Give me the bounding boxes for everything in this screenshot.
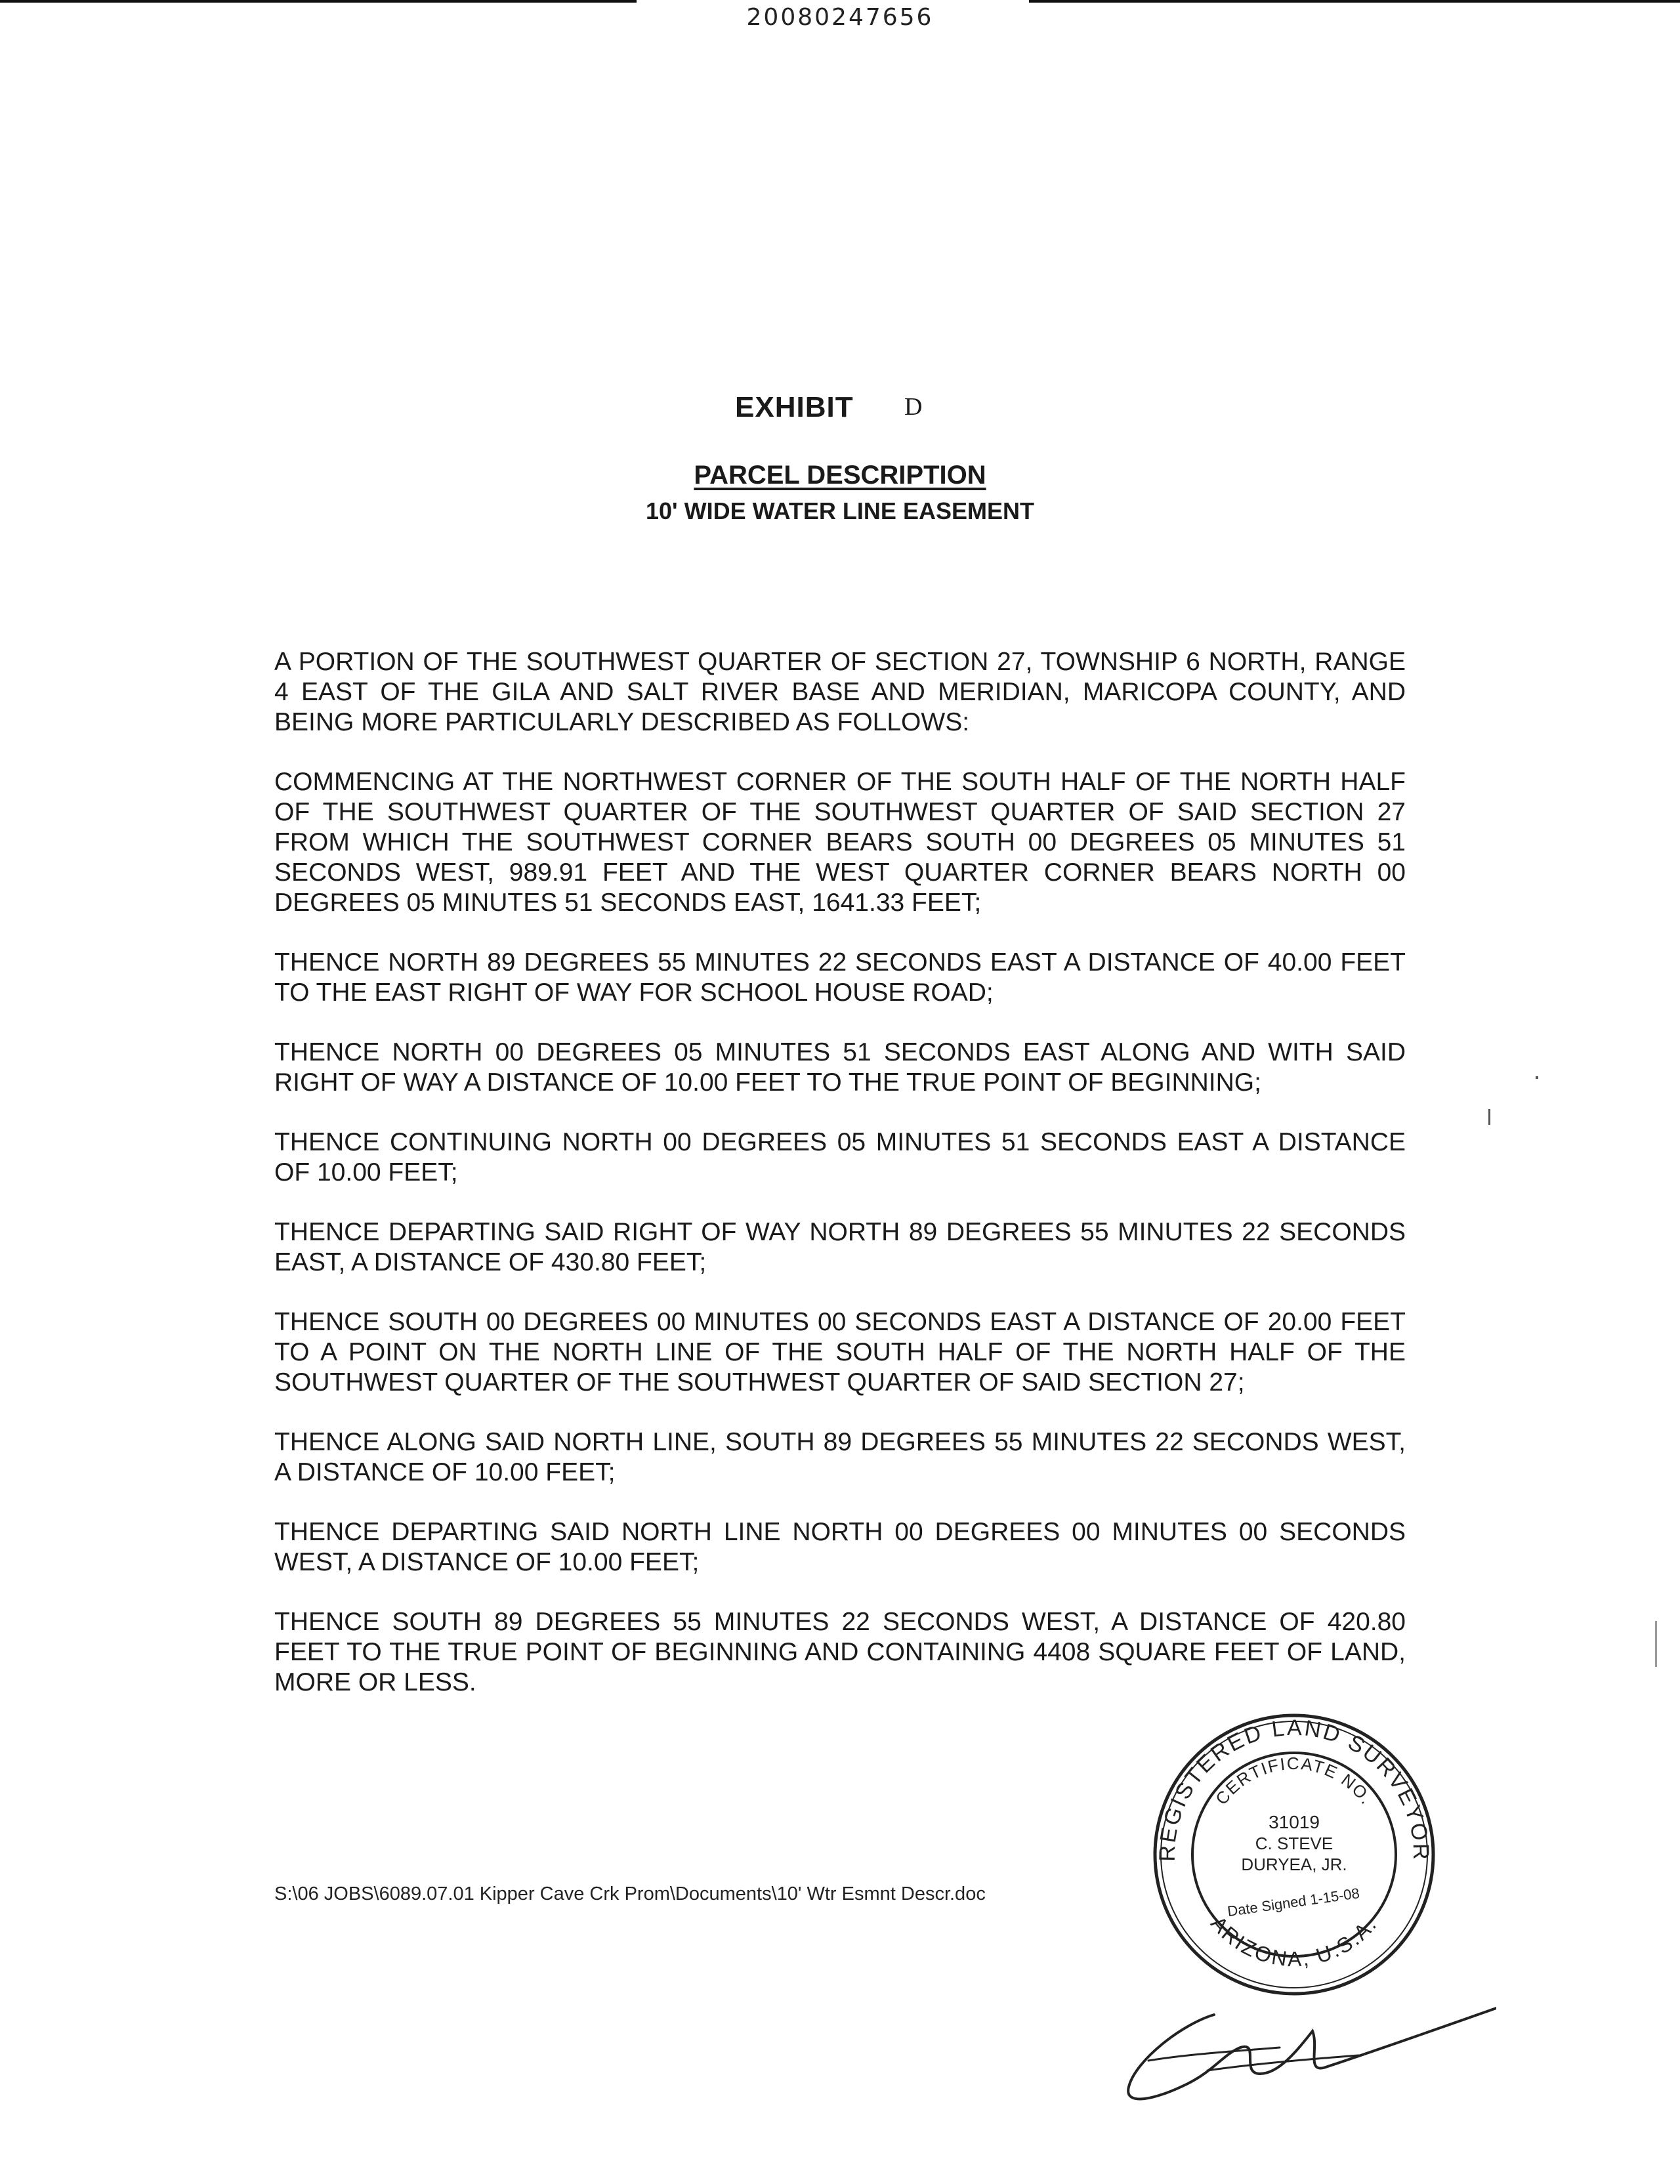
surveyor-seal [1150,1710,1438,1999]
paragraph-course-6: THENCE ALONG SAID NORTH LINE, SOUTH 89 DEGREES 55 MINUTES 22 SECONDS WEST, A DISTANCE OF 10.00 FEET; [274,1428,1406,1486]
top-border-right [1029,0,1680,3]
seal-date-signed: Date Signed 1-15-08 [1226,1885,1361,1920]
paragraph-course-3: THENCE CONTINUING NORTH 00 DEGREES 05 MINUTES 51 SECONDS EAST A DISTANCE OF 10.00 FEET; [274,1128,1406,1186]
easement-subtitle: 10' WIDE WATER LINE EASEMENT [646,497,1034,524]
exhibit-letter: D [904,393,923,421]
file-path: S:\06 JOBS\6089.07.01 Kipper Cave Crk Prom\Documents\10' Wtr Esmnt Descr.doc [274,1883,986,1904]
paragraph-commencing: COMMENCING AT THE NORTHWEST CORNER OF THE SOUTH HALF OF THE NORTH HALF OF THE SOUTHWEST QUARTER OF THE SOUTHWEST QUARTER OF SAID SECTION 27 FROM WHICH THE SOUTHWEST CORNER BEARS SOUTH 00 DEGREES 05 MINUTES 51 SECONDS WEST, 989.91 FEET AND THE WEST QUARTER CORNER BEARS NORTH 00 DEGREES 05 MINUTES 51 SECONDS EAST, 1641.33 FEET; [274,768,1406,917]
paragraph-course-1: THENCE NORTH 89 DEGREES 55 MINUTES 22 SECONDS EAST A DISTANCE OF 40.00 FEET TO THE EAST RIGHT OF WAY FOR SCHOOL HOUSE ROAD; [274,948,1406,1007]
handwritten-signature [1109,1969,1496,2120]
seal-name-line2: DURYEA, JR. [1241,1855,1347,1874]
paragraph-course-8: THENCE SOUTH 89 DEGREES 55 MINUTES 22 SECONDS WEST, A DISTANCE OF 420.80 FEET TO THE TRUE POINT OF BEGINNING AND CONTAINING 4408 SQUARE FEET OF LAND, MORE OR LESS. [274,1608,1406,1696]
paragraph-course-5: THENCE SOUTH 00 DEGREES 00 MINUTES 00 SECONDS EAST A DISTANCE OF 20.00 FEET TO A POINT ON THE NORTH LINE OF THE SOUTH HALF OF THE NORTH HALF OF THE SOUTHWEST QUARTER OF THE SOUTHWEST QUARTER OF SAID SECTION 27; [274,1308,1406,1396]
paragraph-course-2: THENCE NORTH 00 DEGREES 05 MINUTES 51 SECONDS EAST ALONG AND WITH SAID RIGHT OF WAY A DISTANCE OF 10.00 FEET TO THE TRUE POINT OF BEGINNING; [274,1038,1406,1097]
exhibit-label: EXHIBIT [735,391,854,423]
top-border-left [0,0,637,3]
parcel-description-title: PARCEL DESCRIPTION [694,461,986,490]
seal-outer-text: REGISTERED LAND SURVEYOR [1154,1715,1434,1862]
paragraph-portion: A PORTION OF THE SOUTHWEST QUARTER OF SECTION 27, TOWNSHIP 6 NORTH, RANGE 4 EAST OF THE GILA AND SALT RIVER BASE AND MERIDIAN, MARICOPA COUNTY, AND BEING MORE PARTICULARLY DESCRIBED AS FOLLOWS: [274,648,1406,736]
recording-number: 20080247656 [746,4,934,31]
paragraph-course-4: THENCE DEPARTING SAID RIGHT OF WAY NORTH 89 DEGREES 55 MINUTES 22 SECONDS EAST, A DISTANCE OF 430.80 FEET; [274,1218,1406,1276]
scan-speck [1655,1621,1657,1667]
legal-description-body [274,647,1406,1727]
seal-state: ARIZONA, U.S.A. [1206,1911,1382,1971]
scan-speck [1488,1109,1490,1125]
seal-certificate-number: 31019 [1269,1812,1320,1832]
scan-speck [1536,1076,1538,1079]
seal-name-line1: C. STEVE [1255,1834,1334,1853]
paragraph-course-7: THENCE DEPARTING SAID NORTH LINE NORTH 00 DEGREES 00 MINUTES 00 SECONDS WEST, A DISTANCE OF 10.00 FEET; [274,1518,1406,1576]
seal-certificate-label: CERTIFICATE NO. [1211,1753,1377,1809]
